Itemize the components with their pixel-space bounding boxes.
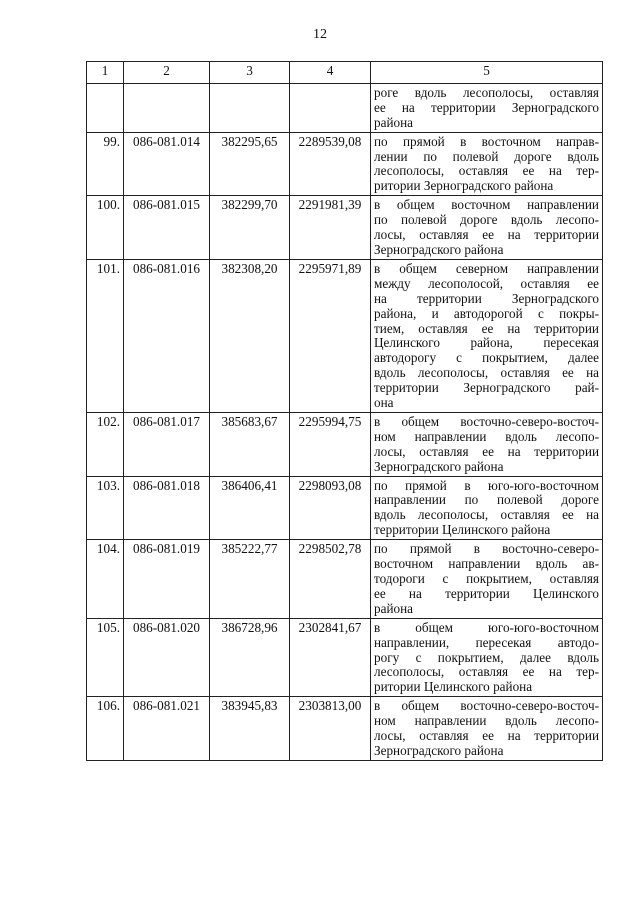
description-line: по прямой в восточном направ- (374, 133, 599, 149)
y-coordinate-cell: 2302841,67 (290, 618, 371, 697)
x-coordinate-cell: 382295,65 (210, 132, 290, 196)
description-line: рогу с покрытием, далее вдоль (374, 649, 599, 665)
description-line: Зерноградского района (374, 458, 504, 474)
description-line: автодорогу с покрытием, далее (374, 350, 599, 366)
point-code-cell: 086-081.014 (124, 132, 210, 196)
point-number-cell: 99. (87, 132, 124, 196)
x-coordinate-cell: 385683,67 (210, 412, 290, 476)
description-line: лосы, оставляя ее на территории (374, 227, 599, 243)
point-number-cell: 104. (87, 540, 124, 619)
x-coordinate-cell: 383945,83 (210, 697, 290, 761)
point-code-cell (124, 83, 210, 132)
boundary-description-cell (371, 412, 603, 476)
table-row (87, 412, 603, 476)
point-number-cell (87, 83, 124, 132)
description-line: роге вдоль лесополосы, оставляя (374, 84, 599, 100)
x-coordinate-cell: 386728,96 (210, 618, 290, 697)
boundary-description-cell (371, 196, 603, 260)
description-line: она (374, 395, 394, 411)
description-line: между лесополосой, оставляя ее (374, 275, 599, 291)
description-line: на территории Зерноградского (374, 290, 599, 306)
boundary-description-cell (371, 540, 603, 619)
boundary-description-cell (371, 83, 603, 132)
description-line: лесополосы, оставляя ее на тер- (374, 163, 599, 179)
description-line: тодороги с покрытием, оставляя (374, 571, 599, 586)
description-line: лосы, оставляя ее на территории (374, 443, 599, 459)
table-row (87, 196, 603, 260)
description-line: вдоль лесополосы, оставляя ее на (374, 507, 599, 523)
description-line: ном направлении вдоль лесопо- (374, 428, 599, 444)
description-line: лесополосы, оставляя ее на тер- (374, 664, 599, 680)
description-line: Зерноградского района (374, 742, 504, 758)
y-coordinate-cell: 2295971,89 (290, 259, 371, 412)
point-code-cell: 086-081.021 (124, 697, 210, 761)
description-line: в общем восточном направлении (374, 197, 599, 213)
description-line: тием, оставляя ее на территории (374, 320, 599, 336)
y-coordinate-cell: 2291981,39 (290, 196, 371, 260)
boundary-description-cell (371, 618, 603, 697)
description-line: лосы, оставляя ее на территории (374, 728, 599, 744)
description-line: ритории Целинского района (374, 679, 533, 695)
y-coordinate-cell: 2298093,08 (290, 476, 371, 540)
description-line: лении по полевой дороге вдоль (374, 148, 599, 164)
header-col-4: 4 (290, 62, 371, 84)
y-coordinate-cell: 2303813,00 (290, 697, 371, 761)
description-line: района, и автодорогой с покры- (374, 305, 599, 321)
table-row (87, 697, 603, 761)
description-line: ном направлении вдоль лесопо- (374, 713, 599, 729)
boundary-description-cell (371, 259, 603, 412)
table-row (87, 83, 603, 132)
x-coordinate-cell: 382308,20 (210, 259, 290, 412)
description-line: в общем восточно-северо-восточ- (374, 413, 599, 429)
point-number-cell: 101. (87, 259, 124, 412)
description-line: в общем юго-юго-восточном (374, 619, 599, 635)
description-line: направлении, пересекая автодо- (374, 634, 599, 650)
y-coordinate-cell: 2298502,78 (290, 540, 371, 619)
y-coordinate-cell: 2289539,08 (290, 132, 371, 196)
description-line: по прямой в восточно-северо- (374, 541, 599, 557)
y-coordinate-cell: 2295994,75 (290, 412, 371, 476)
header-col-5: 5 (371, 62, 603, 84)
table-row (87, 540, 603, 619)
point-number-cell: 100. (87, 196, 124, 260)
description-line: ритории Зерноградского района (374, 178, 554, 194)
description-line: района (374, 114, 414, 130)
header-col-2: 2 (124, 62, 210, 84)
x-coordinate-cell: 385222,77 (210, 540, 290, 619)
description-line: по прямой в юго-юго-восточном (374, 477, 599, 493)
point-code-cell: 086-081.020 (124, 618, 210, 697)
description-line: восточном направлении вдоль ав- (374, 556, 599, 572)
description-line: в общем северном направлении (374, 260, 599, 276)
description-line: ее на территории Зерноградского (374, 99, 599, 115)
description-line: ее на территории Целинского (374, 585, 599, 601)
point-code-cell: 086-081.018 (124, 476, 210, 540)
x-coordinate-cell (210, 83, 290, 132)
boundary-description-cell (371, 697, 603, 761)
header-col-3: 3 (210, 62, 290, 84)
point-number-cell: 106. (87, 697, 124, 761)
point-code-cell: 086-081.015 (124, 196, 210, 260)
header-col-1: 1 (87, 62, 124, 84)
point-code-cell: 086-081.016 (124, 259, 210, 412)
boundary-description-cell (371, 132, 603, 196)
description-line: территории Зерноградского рай- (374, 380, 599, 396)
point-code-cell: 086-081.019 (124, 540, 210, 619)
boundary-description-cell (371, 476, 603, 540)
point-number-cell: 102. (87, 412, 124, 476)
table-header-row (87, 62, 603, 84)
x-coordinate-cell: 382299,70 (210, 196, 290, 260)
point-code-cell: 086-081.017 (124, 412, 210, 476)
table-body (87, 83, 603, 760)
boundary-points-table (86, 61, 603, 761)
table-row (87, 132, 603, 196)
x-coordinate-cell: 386406,41 (210, 476, 290, 540)
description-line: направлении по полевой дороге (374, 492, 599, 508)
description-line: района (374, 600, 414, 616)
description-line: Зерноградского района (374, 241, 504, 257)
table-row (87, 618, 603, 697)
description-line: Целинского района, пересекая (374, 335, 599, 351)
description-line: вдоль лесополосы, оставляя ее на (374, 365, 599, 381)
y-coordinate-cell (290, 83, 371, 132)
description-line: в общем восточно-северо-восточ- (374, 698, 599, 714)
page-number: 12 (313, 27, 327, 42)
point-number-cell: 103. (87, 476, 124, 540)
description-line: территории Целинского района (374, 522, 551, 538)
point-number-cell: 105. (87, 618, 124, 697)
table-row (87, 259, 603, 412)
description-line: по полевой дороге вдоль лесопо- (374, 212, 599, 228)
table-row (87, 476, 603, 540)
